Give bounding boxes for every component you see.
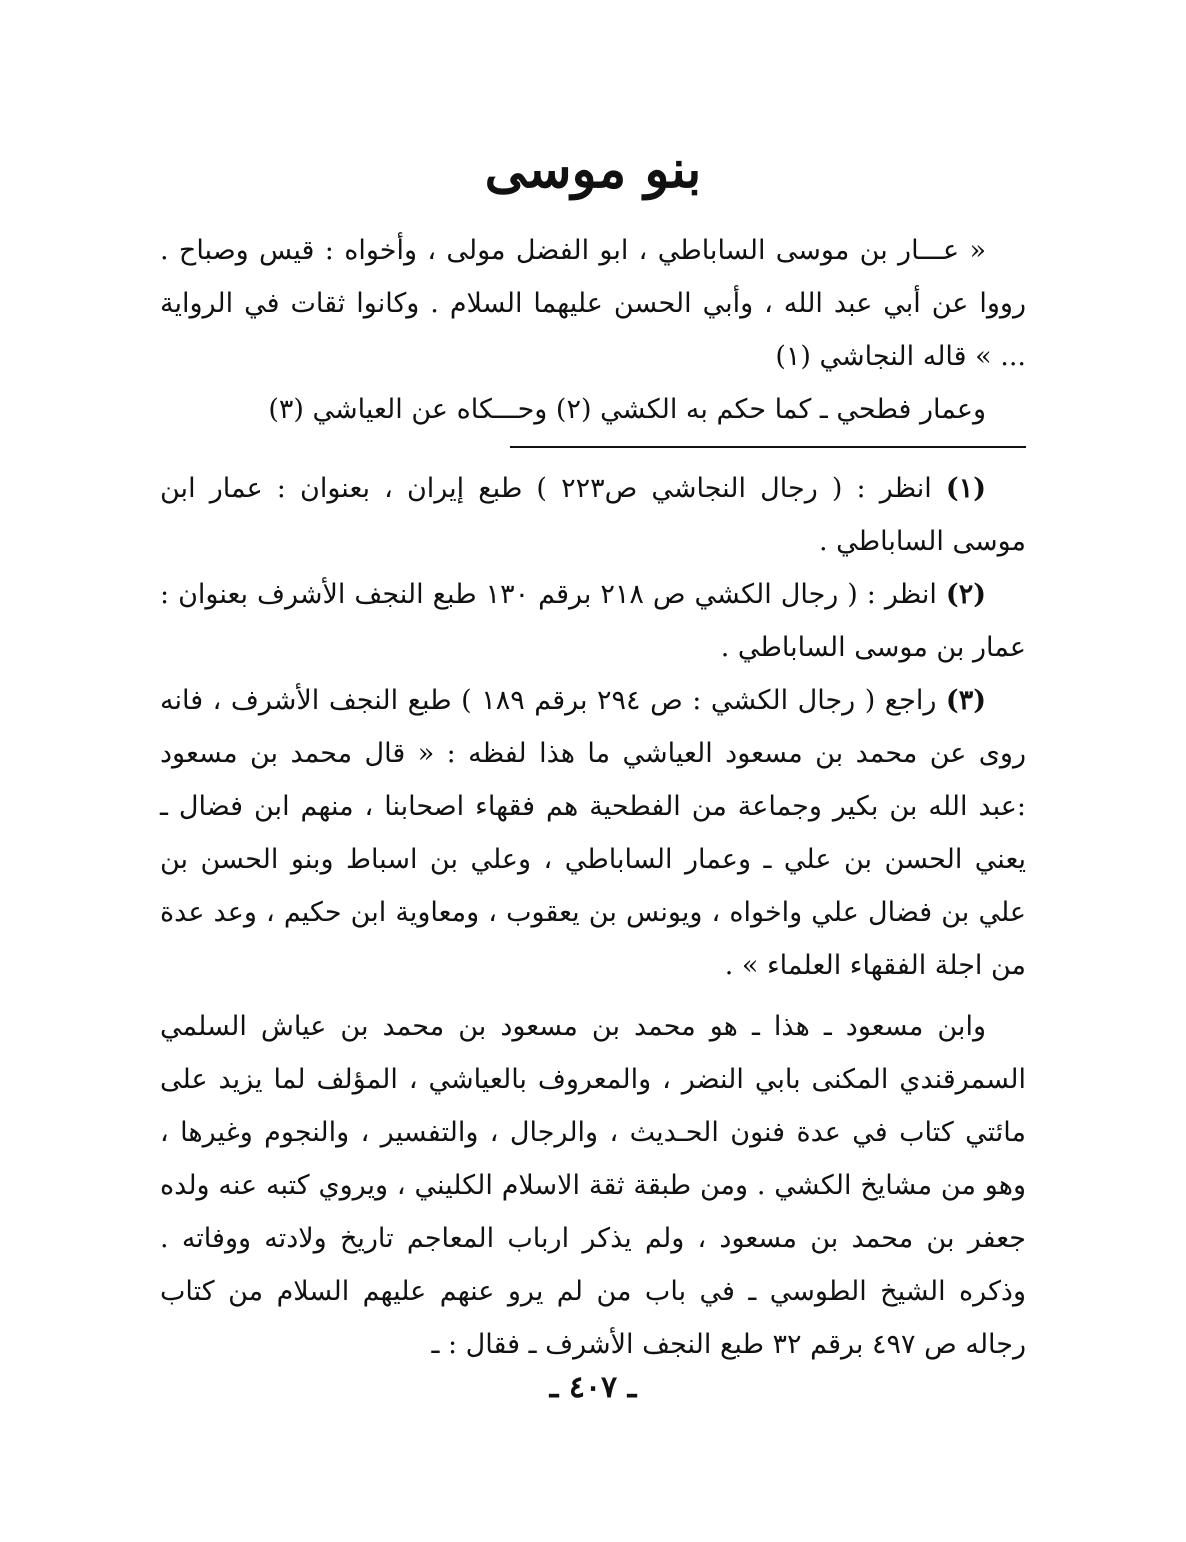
footnote-1-text: انظر : ( رجال النجاشي ص٢٢٣ ) طبع إيران ، بعنوان : عمار ابن موسى الساباطي . <box>160 473 1026 557</box>
footnote-2 <box>160 568 1026 674</box>
footnote-3-text: راجع ( رجال الكشي : ص ٢٩٤ برقم ١٨٩ ) طبع النجف الأشرف ، فانه روى عن محمد بن مسعود العياشي ما هذا لفظه : « قال محمد بن مسعود :عبد الله بن بكير وجماعة من الفطحية هم فقهاء اصحابنا ، منهم ابن فضال ـ يعني الحسن بن علي ـ وعمار الساباطي ، وعلي بن اسباط وبنو الحسن بن علي بن فضال علي واخواه ، ويونس بن يعقوب ، ومعاوية ابن حكيم ، وعد عدة من اجلة الفقهاء العلماء » . <box>160 685 1026 981</box>
footnote-1-number: (١) <box>945 473 986 504</box>
page-title: بنو موسى <box>484 139 702 200</box>
footnote-2-number: (٢) <box>945 579 986 610</box>
page-number: ـ ٤٠٧ ـ <box>549 1370 637 1405</box>
main-paragraph-2: وعمار فطحي ـ كما حكم به الكشي (٢) وحـــكاه عن العياشي (٣) <box>268 394 986 425</box>
footnote-2-text: انظر : ( رجال الكشي ص ٢١٨ برقم ١٣٠ طبع النجف الأشرف بعنوان : عمار بن موسى الساباطي . <box>160 579 1026 663</box>
footnote-1 <box>160 462 1026 568</box>
footnote-3 <box>160 674 1026 992</box>
continuation-paragraph: وابن مسعود ـ هذا ـ هو محمد بن مسعود بن محمد بن عياش السلمي السمرقندي المكنى بابي النضر ، والمعروف بالعياشي ، المؤلف لما يزيد على مائتي كتاب في عدة فنون الحـديث ، والرجال ، والتفسير ، والنجوم وغيرها ، وهو من مشايخ الكشي . ومن طبقة ثقة الاسلام الكليني ، ويروي كتبه عنه ولده جعفر بن محمد بن مسعود ، ولم يذكر ارباب المعاجم تاريخ ولادته ووفاته . وذكره الشيخ الطوسي ـ في باب من لم يرو عنهم عليهم السلام من كتاب رجاله ص ٤٩٧ برقم ٣٢ طبع النجف الأشرف ـ فقال : ـ <box>160 1011 1026 1360</box>
footnote-3-number: (٣) <box>945 685 986 716</box>
document-page <box>160 130 1026 1371</box>
main-quote-paragraph: « عـــار بن موسى الساباطي ، ابو الفضل مولى ، وأخواه : قيس وصباح . رووا عن أبي عبد الله ، وأبي الحسن عليهما السلام . وكانوا ثقات في الرواية ... » قاله النجاشي (١) <box>160 235 1026 372</box>
footnote-divider <box>510 446 1026 448</box>
